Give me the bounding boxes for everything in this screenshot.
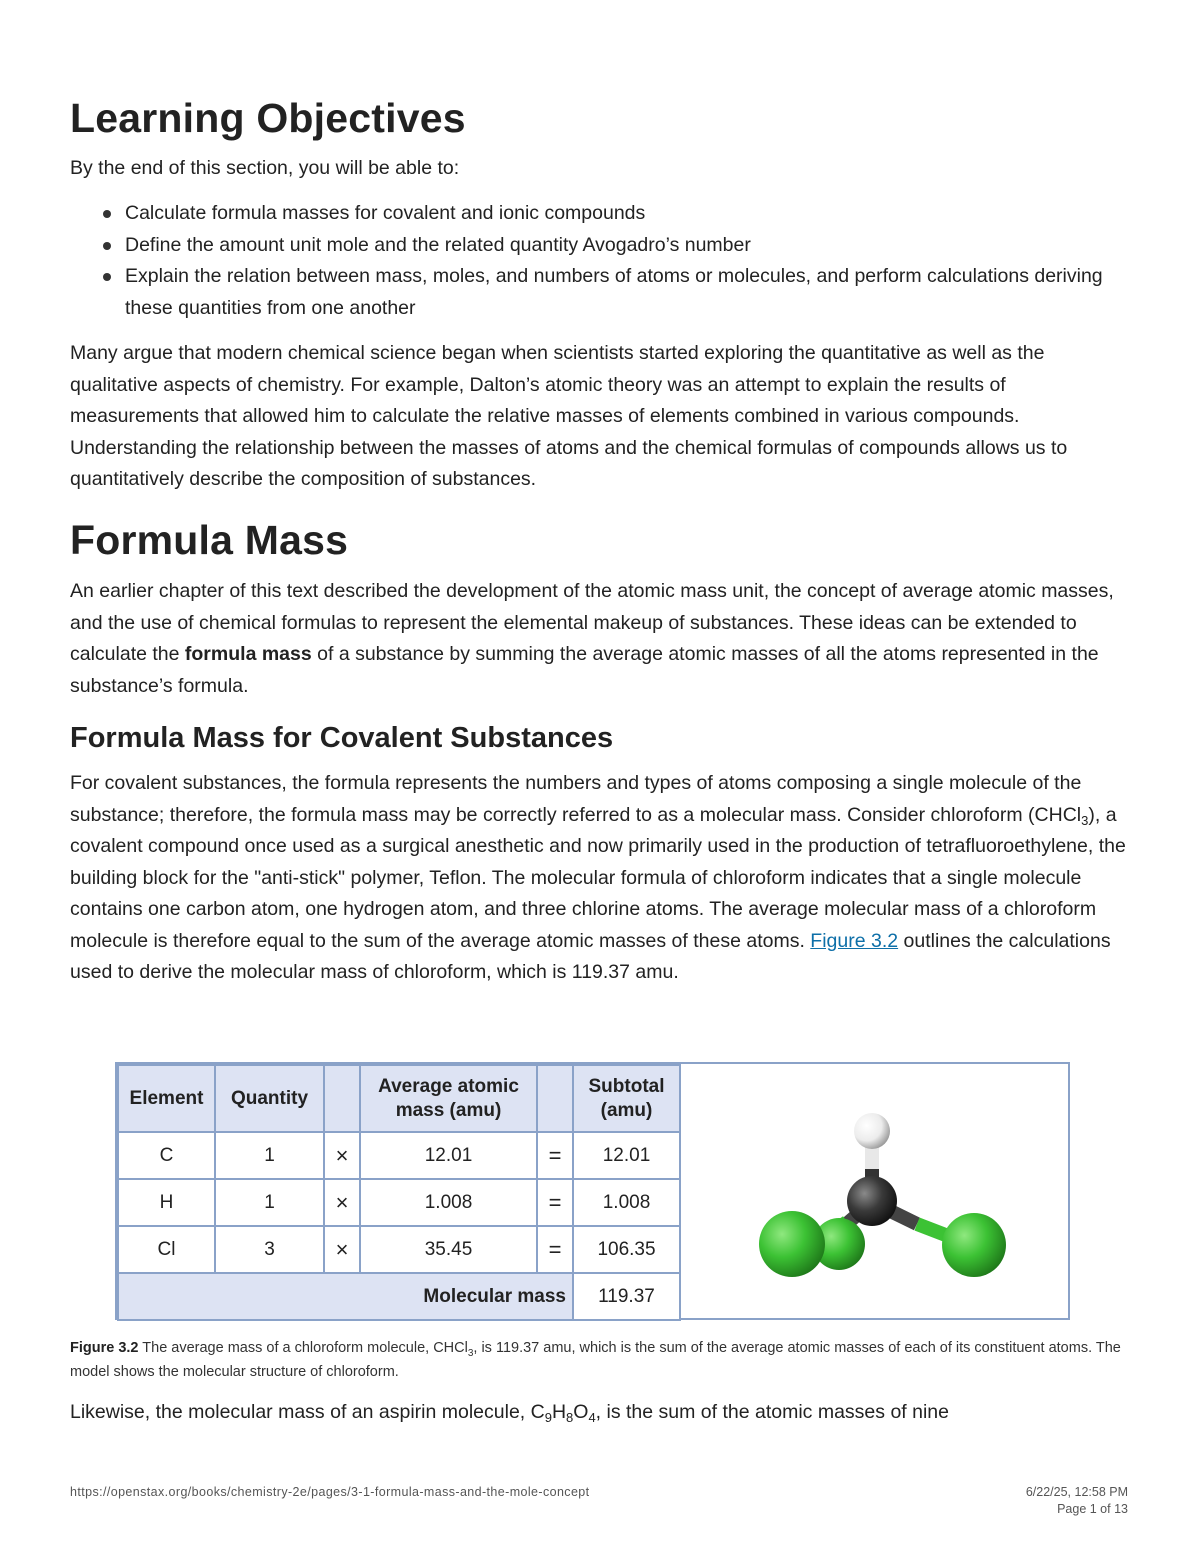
cell-mass: 12.01 [360, 1132, 537, 1179]
cell-subtotal: 12.01 [573, 1132, 680, 1179]
figure-3-2-link[interactable]: Figure 3.2 [810, 929, 899, 952]
table-total-row [118, 1273, 680, 1320]
table-row [118, 1226, 680, 1273]
footer-url: https://openstax.org/books/chemistry-2e/pages/3-1-formula-mass-and-the-mole-concept [70, 1485, 590, 1499]
cell-mass: 35.45 [360, 1226, 537, 1273]
hydrogen-atom [854, 1113, 890, 1149]
formula-mass-term: formula mass [184, 643, 312, 665]
objectives-list [70, 198, 1130, 324]
cell-subtotal: 1.008 [573, 1179, 680, 1226]
carbon-atom [847, 1176, 897, 1226]
cell-subtotal: 106.35 [573, 1226, 680, 1273]
objective-item: Calculate formula masses for covalent and ionic compounds [125, 198, 1130, 230]
intro-text: By the end of this section, you will be able to: [70, 157, 460, 179]
cell-mass: 1.008 [360, 1179, 537, 1226]
covalent-paragraph: For covalent substances, the formula represents the numbers and types of atoms composing a single molecule of the substance; therefore, the formula mass may be correctly referred to as a molecular mass. Consider chloroform (CHCl$_3$), a covalent compound once used as a surgical anesthetic and now primarily used in the production of tetrafluoroethylene, the building block for the "anti-stick" polymer, Teflon. The molecular formula of chloroform indicates that a single molecule contains one carbon atom, one hydrogen atom, and three chlorine atoms. The average molecular mass of a chloroform molecule is therefore equal to the sum of the average atomic masses of these atoms. Figure 3.2 outlines the calculations used to derive the molecular mass of chloroform, which is 119.37 amu. [70, 772, 1126, 983]
molecular-mass-label: Molecular mass [118, 1273, 573, 1320]
cell-quantity: 1 [215, 1179, 324, 1226]
table-header-row [118, 1065, 680, 1132]
objective-item: Define the amount unit mole and the related quantity Avogadro’s number [125, 230, 1130, 262]
table-row [118, 1179, 680, 1226]
times-sign: × [324, 1132, 360, 1179]
equals-sign: = [537, 1179, 573, 1226]
chlorine-atom [942, 1213, 1006, 1277]
cell-quantity: 3 [215, 1226, 324, 1273]
chloroform-model-icon [757, 1094, 1017, 1294]
times-sign: × [324, 1179, 360, 1226]
caption-label: Figure 3.2 [70, 1340, 139, 1356]
formula-mass-heading: Formula Mass [70, 517, 349, 563]
header-blank [537, 1065, 573, 1132]
cell-element: C [118, 1132, 215, 1179]
intro-paragraph: Many argue that modern chemical science began when scientists started exploring the quantitative as well as the qualitative aspects of chemistry. For example, Dalton’s atomic theory was an attempt to explain the results of measurements that allowed him to calculate the relative masses of elements combined in various compounds. Understanding the relationship between the masses of atoms and the chemical formulas of compounds allows us to quantitatively describe the composition of substances. [70, 342, 1068, 490]
header-quantity: Quantity [215, 1065, 324, 1132]
molecular-mass-table [117, 1064, 681, 1321]
cell-element: H [118, 1179, 215, 1226]
cell-quantity: 1 [215, 1132, 324, 1179]
molecular-mass-value: 119.37 [573, 1273, 680, 1320]
aspirin-paragraph: Likewise, the molecular mass of an aspirin molecule, $C_9H_8O_4$, is the sum of the atomic masses of nine [70, 1401, 949, 1425]
equals-sign: = [537, 1226, 573, 1273]
cell-element: Cl [118, 1226, 215, 1273]
footer-page-number: Page 1 of 13 [1057, 1502, 1128, 1516]
chlorine-atom [759, 1211, 825, 1277]
header-average-atomic-mass: Average atomic mass (amu) [360, 1065, 537, 1132]
covalent-heading: Formula Mass for Covalent Substances [70, 722, 614, 754]
objective-item: Explain the relation between mass, moles, and numbers of atoms or molecules, and perform calculations deriving these quantities from one another [125, 261, 1130, 324]
footer-date: 6/22/25, 12:58 PM [1025, 1485, 1128, 1499]
learning-objectives-heading: Learning Objectives [70, 95, 466, 141]
times-sign: × [324, 1226, 360, 1273]
figure-caption: Figure 3.2 The average mass of a chloroform molecule, CHCl$_3$, is 119.37 amu, which is the sum of the average atomic masses of each of its constituent atoms. The model shows the molecular structure of chloroform. [70, 1340, 1121, 1380]
formula-mass-paragraph: An earlier chapter of this text described the development of the atomic mass unit, the concept of average atomic masses, and the use of chemical formulas to represent the elemental makeup of substances. These ideas can be extended to calculate the formula mass of a substance by summing the average atomic masses of all the atoms represented in the substance’s formula. [70, 580, 1114, 697]
header-element: Element [118, 1065, 215, 1132]
figure-3-2 [115, 1062, 1070, 1320]
header-subtotal: Subtotal (amu) [573, 1065, 680, 1132]
table-row [118, 1132, 680, 1179]
equals-sign: = [537, 1132, 573, 1179]
header-blank [324, 1065, 360, 1132]
